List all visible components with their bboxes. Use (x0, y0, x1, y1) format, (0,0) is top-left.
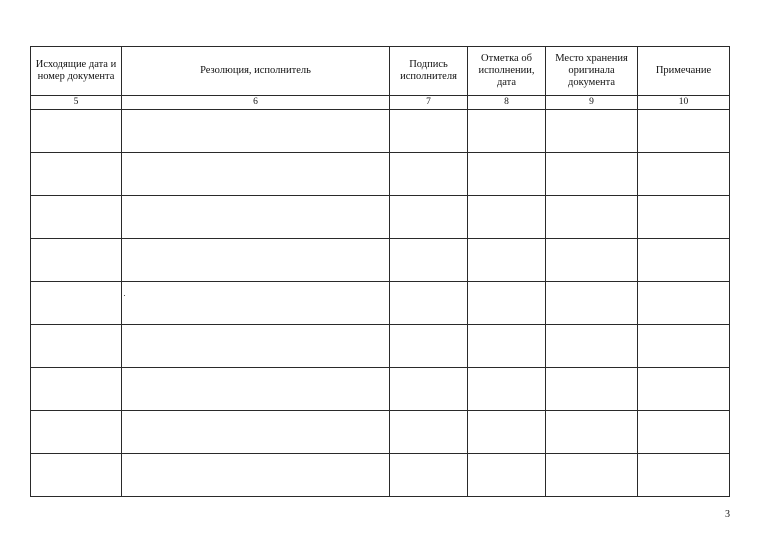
header-outgoing-date-number: Исходящие дата и номер документа (31, 47, 122, 96)
table-cell (122, 325, 390, 368)
column-number-9: 9 (546, 96, 638, 110)
table-cell (122, 411, 390, 454)
table-cell (638, 110, 730, 153)
column-number-10: 10 (638, 96, 730, 110)
table-cell (390, 368, 468, 411)
table-cell (31, 368, 122, 411)
table-cell (546, 239, 638, 282)
table-cell (468, 282, 546, 325)
table-cell (31, 282, 122, 325)
table-row (31, 110, 730, 153)
column-number-6: 6 (122, 96, 390, 110)
table-cell (638, 454, 730, 497)
table-header-row (31, 47, 730, 96)
table-cell (390, 282, 468, 325)
table-cell (390, 239, 468, 282)
table-cell (638, 196, 730, 239)
table-cell (31, 325, 122, 368)
table-cell (122, 153, 390, 196)
table-cell (546, 196, 638, 239)
column-number-5: 5 (31, 96, 122, 110)
scan-speck (124, 295, 125, 296)
table-row (31, 368, 730, 411)
table-row (31, 411, 730, 454)
table-row (31, 239, 730, 282)
table-cell (122, 110, 390, 153)
header-execution-mark-date: Отметка об исполнении, дата (468, 47, 546, 96)
table-row (31, 454, 730, 497)
registration-journal-table (30, 46, 730, 497)
table-cell (546, 110, 638, 153)
table-cell (638, 282, 730, 325)
table-cell (468, 454, 546, 497)
table-cell (468, 411, 546, 454)
table-cell (122, 368, 390, 411)
table-cell (638, 368, 730, 411)
header-resolution-executor: Резолюция, исполнитель (122, 47, 390, 96)
table-cell (468, 368, 546, 411)
table-cell (390, 325, 468, 368)
table-cell (468, 196, 546, 239)
table-row (31, 325, 730, 368)
table-cell (638, 411, 730, 454)
page-number: 3 (725, 509, 730, 520)
table-cell (546, 282, 638, 325)
table-cell (546, 153, 638, 196)
column-number-7: 7 (390, 96, 468, 110)
table-cell (31, 196, 122, 239)
table-cell (638, 325, 730, 368)
table-cell (390, 153, 468, 196)
table-cell (468, 239, 546, 282)
table-cell (638, 239, 730, 282)
table-cell (390, 110, 468, 153)
table-cell (468, 153, 546, 196)
table-cell (638, 153, 730, 196)
table-cell (390, 411, 468, 454)
table-cell (31, 110, 122, 153)
table-cell (31, 454, 122, 497)
table-row (31, 282, 730, 325)
column-numbers-row (31, 96, 730, 110)
table-cell (31, 153, 122, 196)
table-cell (468, 110, 546, 153)
table-cell (31, 411, 122, 454)
table-cell (546, 411, 638, 454)
column-number-8: 8 (468, 96, 546, 110)
table-cell (122, 239, 390, 282)
table-cell (122, 454, 390, 497)
header-original-storage-place: Место хранения оригинала документа (546, 47, 638, 96)
header-executor-signature: Подпись исполнителя (390, 47, 468, 96)
table-cell (31, 239, 122, 282)
table-cell (546, 454, 638, 497)
table-cell (546, 325, 638, 368)
table-row (31, 153, 730, 196)
table-cell (122, 282, 390, 325)
header-note: Примечание (638, 47, 730, 96)
table-cell (122, 196, 390, 239)
table-cell (468, 325, 546, 368)
table-cell (390, 196, 468, 239)
table-cell (390, 454, 468, 497)
table-cell (546, 368, 638, 411)
table-row (31, 196, 730, 239)
